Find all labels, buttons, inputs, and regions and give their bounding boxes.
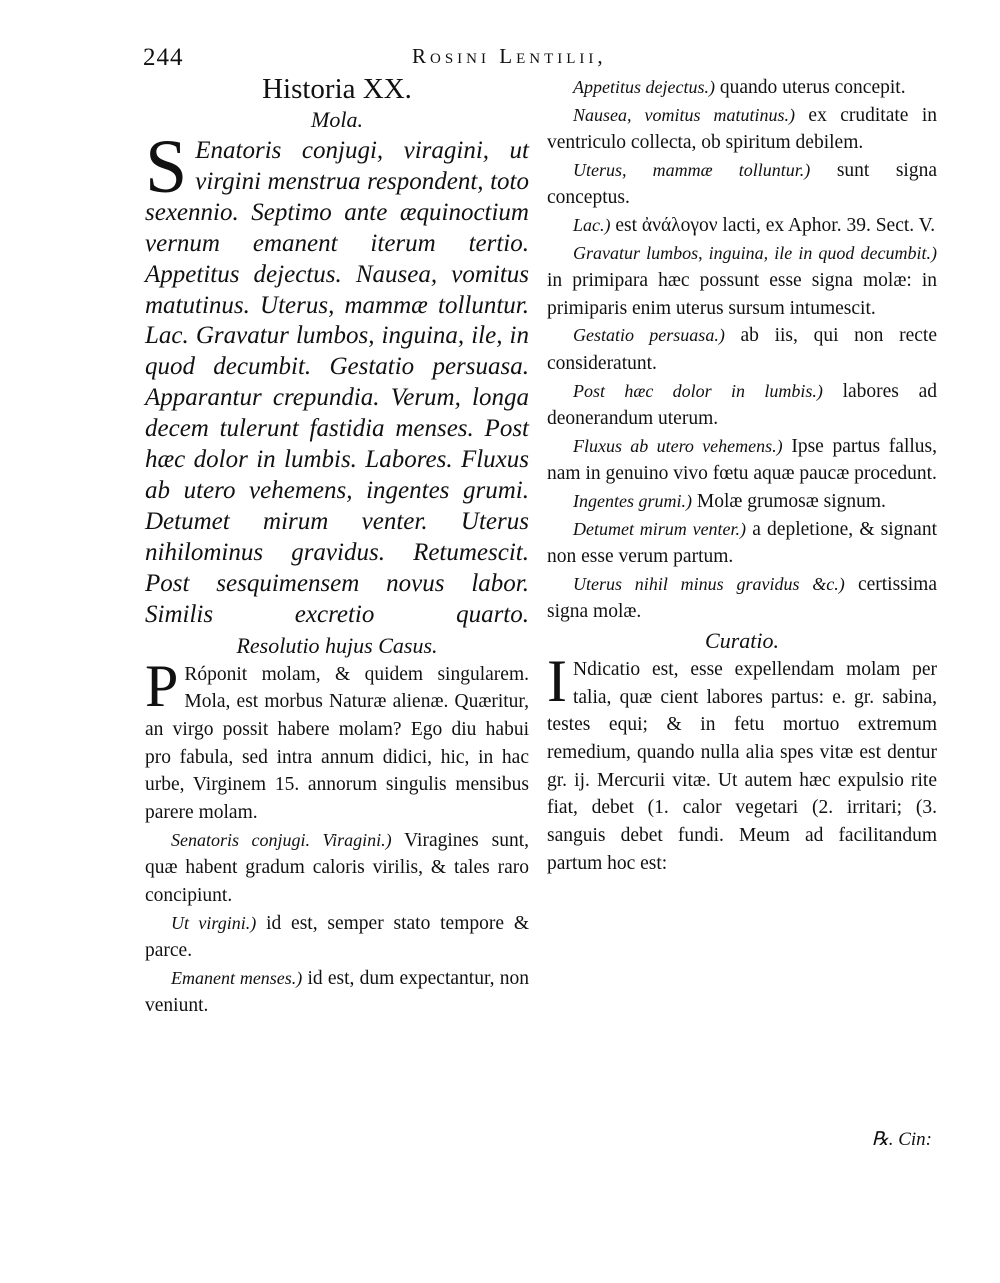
- note-lemma: Nausea, vomitus matutinus.): [573, 104, 796, 125]
- note-text: sunt signa conceptus.: [547, 159, 937, 209]
- note-paragraph: [547, 378, 937, 433]
- note-text: ab iis, qui non recte consideratunt.: [547, 325, 937, 374]
- note-paragraph: [547, 571, 937, 626]
- note-text: Viragines sunt, quæ habent gradum caloris virilis, & tales raro concipiunt.: [145, 829, 530, 906]
- note-text: id est, semper stato tempore & parce.: [145, 912, 530, 962]
- note-paragraph: [547, 74, 937, 102]
- history-title: Historia XX.: [262, 73, 412, 105]
- note-lemma: Fluxus ab utero vehemens.): [573, 435, 783, 456]
- history-subtitle: Mola.: [311, 107, 363, 132]
- resolutio-paragraph: [145, 652, 529, 827]
- resolutio-text: Róponit molam, & quidem singularem. Mola, est morbus Naturæ alienæ. Quæritur, an virgo possit habere molam? Ego diu habui pro fabula, sed intra annum didici, hic, in hac urbe, Virginem 15. annorum singulis mensibus parere molam.: [145, 663, 529, 824]
- note-text: a depletione, & signant non esse verum partum.: [547, 518, 937, 568]
- note-paragraph: [547, 516, 937, 571]
- note-paragraph: [547, 488, 937, 516]
- note-paragraph: [547, 212, 937, 240]
- note-lemma: Gravatur lumbos, inguina, ile in quod decumbit.): [573, 242, 937, 263]
- curatio-dropcap: I: [547, 647, 567, 714]
- resolutio-dropcap: P: [145, 652, 179, 719]
- note-lemma: Uterus, mammæ tolluntur.): [573, 159, 811, 180]
- note-text: est ἀνάλογον lacti, ex Aphor. 39. Sect. V.: [610, 214, 936, 236]
- note-lemma: Ingentes grumi.): [573, 490, 692, 511]
- note-paragraph: [547, 433, 937, 488]
- note-text: labores ad deonerandum uterum.: [547, 380, 937, 430]
- note-lemma: Appetitus dejectus.): [573, 77, 715, 97]
- note-paragraph: [547, 102, 937, 157]
- note-paragraph: [547, 240, 937, 323]
- note-lemma: Post hæc dolor in lumbis.): [573, 380, 823, 401]
- resolutio-heading: Resolutio hujus Casus.: [236, 632, 438, 658]
- curatio-text: Ndicatio est, esse expellendam molam per talia, quæ cient labores partus: e. gr. sabina, testes equi; & in fetu mortuo extremum remedium, quando nulla alia spes vitæ est dentur gr. ij. Mercurii vitæ. Ut autem hæc expulsio rite fiat, debet (1. calor vegetari (2. irritari; (3. sanguis debet fundi. Meum ad facilitandum partum hoc est:: [547, 658, 937, 874]
- note-text: Ipse partus fallus, nam in genuino vivo fœtu aquæ paucæ procedunt.: [547, 435, 937, 485]
- right-column: [547, 74, 937, 878]
- curatio-paragraph: [547, 647, 937, 878]
- narrative-dropcap: S: [145, 125, 188, 209]
- note-text: Molæ grumosæ signum.: [691, 490, 886, 512]
- note-text: ex cruditate in ventriculo collecta, ob spiritum debilem.: [547, 104, 937, 154]
- note-lemma: Uterus nihil minus gravidus &c.): [573, 573, 845, 594]
- curatio-heading: Curatio.: [705, 627, 779, 653]
- note-paragraph: [145, 827, 529, 910]
- note-lemma: Ut virgini.): [171, 912, 257, 933]
- note-text: id est, dum expectantur, non veniunt.: [145, 967, 529, 1017]
- note-text: certissima signa molæ.: [547, 573, 937, 623]
- page-number: 244: [143, 44, 184, 71]
- narrative-text: Enatoris conjugi, viragini, ut virgini menstrua respondent, toto sexennio. Septimo ante æquinoctium vernum emanent iterum tertio. Appetitus dejectus. Nausea, vomitus matutinus. Uterus, mammæ tolluntur. Lac. Gravatur lumbos, inguina, ile, in quod decumbit. Gestatio persuasa. Apparantur crepundia. Verum, longa decem tulerunt fastidia menses. Post hæc dolor in lumbis. Labores. Fluxus ab utero vehemens, ingentes grumi. Detumet mirum venter. Uterus nihilominus gravidus. Retumescit. Post sesquimensem novus labor. Similis excretio quarto.: [145, 137, 529, 628]
- note-paragraph: [145, 910, 529, 965]
- note-lemma: Emanent menses.): [171, 967, 303, 988]
- running-head: Rosini Lentilii,: [412, 44, 607, 68]
- catchword: ℞. Cin:: [871, 1129, 932, 1150]
- note-paragraph: [547, 157, 937, 212]
- note-paragraph: [547, 322, 937, 377]
- note-text: quando uterus concepit.: [714, 77, 906, 98]
- note-lemma: Senatoris conjugi. Viragini.): [171, 829, 392, 850]
- note-lemma: Gestatio persuasa.): [573, 325, 725, 346]
- case-narrative: [145, 125, 529, 631]
- left-column: [145, 74, 529, 1020]
- note-lemma: Lac.): [573, 214, 611, 235]
- note-lemma: Detumet mirum venter.): [573, 518, 747, 539]
- note-paragraph: [145, 965, 529, 1020]
- note-text: in primipara hæc possunt esse signa molæ: in primiparis enim uterus sursum intumescit.: [547, 270, 937, 319]
